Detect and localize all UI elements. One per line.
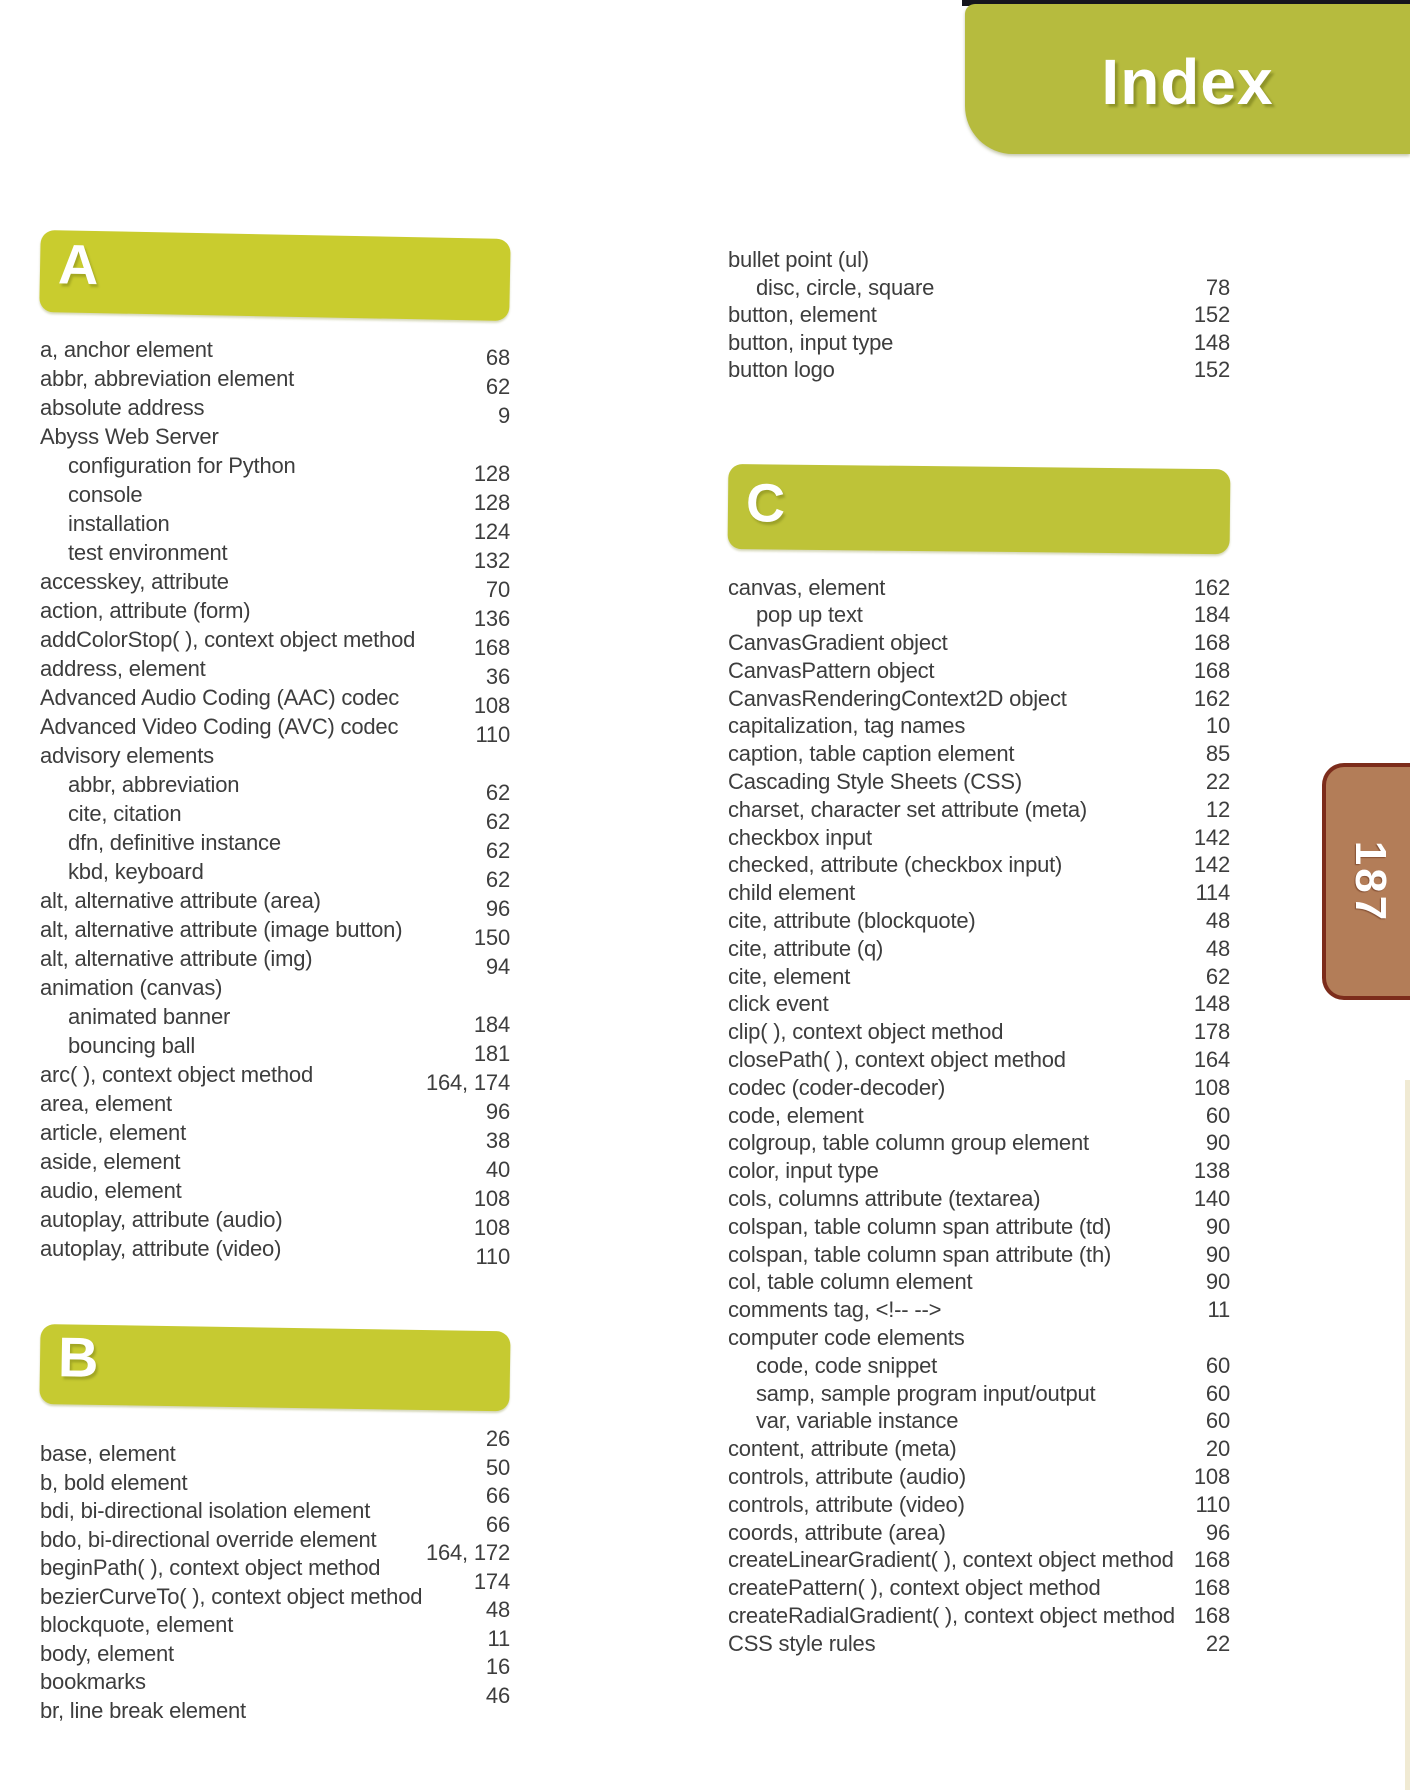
entry-page-numbers: 124 bbox=[473, 519, 510, 544]
index-entry bbox=[728, 603, 1230, 631]
entry-text: alt, alternative attribute (area) bbox=[40, 888, 321, 913]
index-entry bbox=[40, 540, 510, 573]
entry-text: kbd, keyboard bbox=[68, 859, 204, 884]
index-entry bbox=[728, 742, 1230, 770]
index-entry bbox=[40, 1062, 510, 1095]
index-entry bbox=[728, 798, 1230, 826]
index-entry bbox=[40, 1597, 510, 1642]
entry-page-numbers: 62 bbox=[1205, 963, 1230, 989]
index-entry bbox=[728, 1437, 1230, 1465]
index-entry bbox=[728, 1326, 1230, 1354]
index-entry bbox=[40, 453, 510, 486]
entry-page-numbers: 9 bbox=[497, 403, 510, 428]
index-entry bbox=[728, 1465, 1230, 1493]
entry-page-numbers: 90 bbox=[1205, 1269, 1230, 1295]
entry-text: article, element bbox=[40, 1120, 186, 1145]
entry-page-numbers: 50 bbox=[485, 1454, 510, 1480]
entry-list bbox=[728, 248, 1230, 386]
index-entry bbox=[40, 859, 510, 892]
entry-page-numbers: 108 bbox=[473, 1186, 510, 1211]
entry-text: area, element bbox=[40, 1091, 172, 1116]
entry-text: createPattern( ), context object method bbox=[728, 1575, 1101, 1601]
entry-page-numbers: 96 bbox=[485, 1099, 510, 1124]
entry-page-numbers: 184 bbox=[473, 1012, 510, 1037]
entry-page-numbers: 148 bbox=[1193, 329, 1230, 355]
section-letter: B bbox=[57, 1325, 100, 1389]
entry-text: alt, alternative attribute (image button) bbox=[40, 917, 403, 942]
entry-text: checkbox input bbox=[728, 824, 872, 850]
index-entry bbox=[40, 946, 510, 979]
section-banner-C bbox=[728, 464, 1231, 554]
index-entry bbox=[40, 1149, 510, 1182]
entry-page-numbers: 152 bbox=[1193, 357, 1230, 382]
entry-page-numbers: 168 bbox=[1193, 657, 1230, 683]
index-entry bbox=[728, 331, 1230, 359]
entry-text: bouncing ball bbox=[68, 1033, 196, 1058]
entry-text: button logo bbox=[728, 357, 835, 382]
entry-text: bdi, bi-directional isolation element bbox=[40, 1498, 371, 1523]
entry-text: canvas, element bbox=[728, 574, 886, 600]
index-entry bbox=[728, 1382, 1230, 1410]
entry-page-numbers: 62 bbox=[485, 374, 510, 399]
entry-text: arc( ), context object method bbox=[40, 1062, 313, 1087]
entry-text: codec (coder-decoder) bbox=[728, 1074, 946, 1100]
entry-text: colspan, table column span attribute (th) bbox=[728, 1241, 1112, 1267]
page-number: 187 bbox=[1345, 840, 1395, 923]
entry-page-numbers: 22 bbox=[1205, 1630, 1230, 1656]
entry-page-numbers: 90 bbox=[1205, 1213, 1230, 1239]
entry-page-numbers: 164, 172 bbox=[425, 1540, 510, 1565]
index-entry bbox=[728, 1187, 1230, 1215]
entry-text: cite, citation bbox=[68, 801, 182, 826]
index-entry bbox=[40, 685, 510, 718]
entry-page-numbers: 85 bbox=[1205, 741, 1230, 767]
entry-page-numbers: 128 bbox=[473, 490, 510, 515]
index-entry bbox=[728, 1104, 1230, 1132]
entry-page-numbers: 110 bbox=[475, 722, 510, 747]
entry-page-numbers: 108 bbox=[1193, 1074, 1230, 1100]
index-entry bbox=[40, 337, 510, 370]
entry-text: animated banner bbox=[68, 1004, 231, 1029]
entry-text: color, input type bbox=[728, 1158, 879, 1184]
entry-text: installation bbox=[68, 511, 170, 536]
section-C bbox=[728, 464, 1230, 1660]
index-entry bbox=[40, 714, 510, 747]
entry-page-numbers: 162 bbox=[1193, 685, 1230, 711]
index-entry bbox=[728, 1215, 1230, 1243]
index-entry bbox=[40, 1682, 510, 1728]
entry-text: blockquote, element bbox=[40, 1612, 234, 1637]
entry-page-numbers: 128 bbox=[473, 461, 510, 486]
index-entry bbox=[40, 1625, 510, 1671]
entry-page-numbers: 148 bbox=[1193, 991, 1230, 1017]
entry-text: aside, element bbox=[40, 1149, 181, 1174]
entry-text: closePath( ), context object method bbox=[728, 1047, 1066, 1073]
entry-text: pop up text bbox=[756, 602, 863, 628]
entry-text: configuration for Python bbox=[68, 453, 296, 478]
entry-page-numbers: 26 bbox=[485, 1426, 510, 1451]
entry-page-numbers: 90 bbox=[1205, 1241, 1230, 1267]
index-entry bbox=[728, 937, 1230, 965]
index-entry bbox=[40, 1120, 510, 1153]
entry-text: coords, attribute (area) bbox=[728, 1519, 946, 1545]
entry-page-numbers: 152 bbox=[1193, 302, 1230, 327]
index-entry bbox=[40, 569, 510, 602]
entry-page-numbers: 168 bbox=[1193, 630, 1230, 656]
entry-text: disc, circle, square bbox=[756, 274, 935, 300]
entry-text: CanvasGradient object bbox=[728, 630, 948, 656]
index-entry bbox=[728, 1159, 1230, 1187]
entry-page-numbers: 12 bbox=[1205, 796, 1230, 822]
index-entry bbox=[40, 801, 510, 834]
entry-text: base, element bbox=[40, 1441, 176, 1466]
index-entry bbox=[728, 1521, 1230, 1549]
index-entry bbox=[40, 1483, 510, 1528]
entry-text: audio, element bbox=[40, 1178, 182, 1203]
index-entry bbox=[728, 631, 1230, 659]
index-entry bbox=[40, 482, 510, 515]
entry-text: bezierCurveTo( ), context object method bbox=[40, 1583, 423, 1609]
entry-page-numbers: 150 bbox=[473, 925, 510, 950]
index-entry bbox=[40, 1178, 510, 1211]
index-entry bbox=[40, 598, 510, 631]
entry-text: cite, attribute (q) bbox=[728, 935, 884, 961]
index-entry bbox=[728, 1493, 1230, 1521]
entry-text: Cascading Style Sheets (CSS) bbox=[728, 769, 1022, 795]
entry-text: code, code snippet bbox=[756, 1352, 938, 1378]
index-entry bbox=[40, 511, 510, 544]
entry-text: colgroup, table column group element bbox=[728, 1130, 1089, 1156]
entry-page-numbers: 96 bbox=[485, 896, 510, 921]
entry-text: console bbox=[68, 482, 143, 507]
index-entry bbox=[728, 659, 1230, 687]
entry-page-numbers: 60 bbox=[1205, 1352, 1230, 1378]
entry-page-numbers: 136 bbox=[473, 606, 510, 631]
index-entry bbox=[728, 770, 1230, 798]
entry-text: absolute address bbox=[40, 395, 205, 420]
section-A bbox=[40, 230, 510, 1269]
entry-list bbox=[40, 1426, 510, 1727]
entry-text: Advanced Video Coding (AVC) codec bbox=[40, 714, 399, 739]
entry-page-numbers: 164 bbox=[1193, 1047, 1230, 1073]
entry-page-numbers: 62 bbox=[485, 867, 510, 892]
page-number-tab bbox=[1322, 763, 1410, 1000]
entry-page-numbers: 142 bbox=[1193, 852, 1230, 878]
index-entry bbox=[728, 1409, 1230, 1437]
entry-text: Abyss Web Server bbox=[40, 424, 219, 449]
entry-page-numbers: 138 bbox=[1193, 1158, 1230, 1184]
left-column bbox=[40, 230, 510, 1727]
entry-page-numbers: 181 bbox=[473, 1041, 510, 1066]
index-entry bbox=[40, 1033, 510, 1066]
section-banner-A bbox=[39, 230, 510, 321]
entry-text: advisory elements bbox=[40, 743, 214, 768]
entry-text: accesskey, attribute bbox=[40, 569, 229, 594]
entry-text: click event bbox=[728, 991, 829, 1017]
entry-text: bookmarks bbox=[40, 1669, 146, 1694]
index-entry bbox=[40, 1004, 510, 1037]
entry-page-numbers: 11 bbox=[487, 1625, 510, 1651]
entry-page-numbers: 60 bbox=[1205, 1408, 1230, 1434]
entry-text: controls, attribute (audio) bbox=[728, 1464, 966, 1489]
entry-text: b, bold element bbox=[40, 1469, 188, 1495]
entry-page-numbers: 38 bbox=[485, 1128, 510, 1153]
index-entry bbox=[728, 1354, 1230, 1382]
entry-text: bdo, bi-directional override element bbox=[40, 1526, 377, 1552]
index-entry bbox=[728, 248, 1230, 276]
index-entry bbox=[40, 1091, 510, 1124]
index-entry bbox=[728, 1076, 1230, 1104]
section-B bbox=[40, 1324, 510, 1727]
entry-page-numbers: 60 bbox=[1205, 1380, 1230, 1406]
entry-page-numbers: 162 bbox=[1193, 574, 1230, 600]
entry-page-numbers: 68 bbox=[485, 345, 510, 370]
entry-list bbox=[40, 337, 510, 1269]
index-entry bbox=[728, 1048, 1230, 1076]
index-entry bbox=[728, 992, 1230, 1020]
entry-text: CanvasRenderingContext2D object bbox=[728, 685, 1067, 711]
entry-page-numbers: 108 bbox=[473, 693, 510, 718]
entry-text: abbr, abbreviation bbox=[68, 772, 240, 797]
entry-page-numbers: 178 bbox=[1193, 1019, 1230, 1045]
entry-text: col, table column element bbox=[728, 1269, 973, 1295]
entry-page-numbers: 142 bbox=[1193, 824, 1230, 850]
entry-text: caption, table caption element bbox=[728, 741, 1015, 767]
index-entry bbox=[40, 1236, 510, 1269]
entry-page-numbers: 164, 174 bbox=[425, 1070, 510, 1095]
index-entry bbox=[40, 917, 510, 950]
index-entry bbox=[728, 1604, 1230, 1632]
entry-page-numbers: 168 bbox=[473, 635, 510, 660]
entry-page-numbers: 48 bbox=[1205, 935, 1230, 961]
entry-page-numbers: 60 bbox=[1205, 1102, 1230, 1128]
entry-text: body, element bbox=[40, 1640, 174, 1666]
index-entry bbox=[40, 1568, 510, 1614]
right-column bbox=[728, 248, 1230, 1660]
section-letter: A bbox=[57, 232, 100, 297]
entry-text: autoplay, attribute (audio) bbox=[40, 1207, 283, 1232]
index-entry bbox=[728, 576, 1230, 604]
entry-page-numbers: 168 bbox=[1193, 1575, 1230, 1601]
entry-text: bullet point (ul) bbox=[728, 247, 869, 272]
entry-page-numbers: 110 bbox=[1195, 1491, 1230, 1517]
entry-text: cite, element bbox=[728, 963, 851, 989]
entry-text: CSS style rules bbox=[728, 1630, 876, 1656]
entry-text: child element bbox=[728, 880, 856, 906]
entry-page-numbers: 16 bbox=[485, 1654, 510, 1679]
entry-page-numbers: 40 bbox=[485, 1157, 510, 1182]
entry-text: beginPath( ), context object method bbox=[40, 1555, 381, 1580]
entry-page-numbers: 96 bbox=[1205, 1519, 1230, 1545]
entry-page-numbers: 168 bbox=[1193, 1547, 1230, 1573]
index-entry bbox=[40, 395, 510, 428]
index-entry bbox=[40, 976, 510, 1005]
entry-page-numbers: 174 bbox=[473, 1568, 510, 1594]
entry-text: var, variable instance bbox=[756, 1408, 959, 1434]
entry-page-numbers: 184 bbox=[1193, 602, 1230, 628]
entry-text: charset, character set attribute (meta) bbox=[728, 796, 1088, 822]
entry-text: computer code elements bbox=[728, 1325, 965, 1351]
entry-page-numbers: 36 bbox=[485, 664, 510, 689]
entry-page-numbers: 132 bbox=[473, 548, 510, 573]
entry-text: animation (canvas) bbox=[40, 975, 223, 1000]
entry-text: code, element bbox=[728, 1102, 864, 1128]
index-title-banner bbox=[965, 4, 1410, 154]
section-banner-B bbox=[39, 1324, 510, 1411]
entry-page-numbers: 94 bbox=[485, 954, 510, 979]
index-entry bbox=[728, 1576, 1230, 1604]
entry-page-numbers: 66 bbox=[485, 1511, 510, 1537]
entry-text: samp, sample program input/output bbox=[756, 1380, 1096, 1406]
index-entry bbox=[728, 358, 1230, 386]
index-entry bbox=[40, 1540, 510, 1585]
index-entry bbox=[728, 687, 1230, 715]
entry-page-numbers: 62 bbox=[485, 780, 510, 805]
entry-text: Advanced Audio Coding (AAC) codec bbox=[40, 685, 400, 710]
entry-text: button, input type bbox=[728, 329, 894, 355]
entry-text: createRadialGradient( ), context object method bbox=[728, 1602, 1175, 1628]
index-entry bbox=[40, 1207, 510, 1240]
index-entry bbox=[728, 1131, 1230, 1159]
entry-page-numbers: 48 bbox=[1205, 908, 1230, 934]
index-entry bbox=[40, 627, 510, 660]
entry-page-numbers: 78 bbox=[1205, 274, 1230, 300]
index-entry bbox=[40, 830, 510, 863]
index-entry bbox=[728, 1632, 1230, 1660]
entry-page-numbers: 10 bbox=[1205, 713, 1230, 739]
index-entry bbox=[40, 744, 510, 773]
entry-text: comments tag, <!-- --> bbox=[728, 1297, 942, 1323]
entry-page-numbers: 66 bbox=[485, 1483, 510, 1508]
entry-page-numbers: 108 bbox=[473, 1215, 510, 1240]
index-entry bbox=[728, 714, 1230, 742]
index-entry bbox=[40, 425, 510, 454]
entry-text: addColorStop( ), context object method bbox=[40, 627, 416, 652]
entry-text: capitalization, tag names bbox=[728, 713, 966, 739]
page-curl-edge bbox=[1405, 1080, 1410, 1790]
entry-page-numbers: 20 bbox=[1205, 1436, 1230, 1462]
entry-text: cols, columns attribute (textarea) bbox=[728, 1186, 1041, 1212]
entry-page-numbers: 11 bbox=[1207, 1297, 1230, 1323]
entry-text: clip( ), context object method bbox=[728, 1019, 1004, 1045]
entry-page-numbers: 70 bbox=[485, 577, 510, 602]
entry-text: br, line break element bbox=[40, 1697, 246, 1723]
index-entry bbox=[728, 881, 1230, 909]
entry-page-numbers: 62 bbox=[485, 838, 510, 863]
index-entry bbox=[40, 1654, 510, 1699]
entry-text: CanvasPattern object bbox=[728, 657, 935, 683]
entry-page-numbers: 90 bbox=[1205, 1130, 1230, 1156]
index-entry bbox=[728, 853, 1230, 881]
entry-text: address, element bbox=[40, 656, 206, 681]
entry-list bbox=[728, 576, 1230, 1660]
entry-page-numbers: 140 bbox=[1193, 1186, 1230, 1212]
index-entry bbox=[40, 772, 510, 805]
index-entry bbox=[728, 826, 1230, 854]
index-entry bbox=[728, 1270, 1230, 1298]
entry-text: autoplay, attribute (video) bbox=[40, 1236, 282, 1261]
entry-text: button, element bbox=[728, 302, 877, 327]
entry-page-numbers: 62 bbox=[485, 809, 510, 834]
entry-text: content, attribute (meta) bbox=[728, 1436, 957, 1462]
section-continuation bbox=[728, 248, 1230, 386]
entry-page-numbers: 22 bbox=[1205, 769, 1230, 795]
entry-page-numbers: 46 bbox=[485, 1682, 510, 1708]
entry-page-numbers: 168 bbox=[1193, 1602, 1230, 1628]
entry-page-numbers: 114 bbox=[1195, 880, 1230, 906]
entry-text: checked, attribute (checkbox input) bbox=[728, 852, 1063, 878]
entry-page-numbers: 108 bbox=[1193, 1464, 1230, 1489]
section-letter: C bbox=[745, 472, 786, 533]
entry-page-numbers: 48 bbox=[485, 1597, 510, 1622]
entry-text: alt, alternative attribute (img) bbox=[40, 946, 313, 971]
index-entry bbox=[40, 366, 510, 399]
page-title: Index bbox=[1101, 46, 1274, 118]
index-entry bbox=[728, 303, 1230, 331]
index-entry bbox=[40, 888, 510, 921]
index-entry bbox=[728, 909, 1230, 937]
entry-text: createLinearGradient( ), context object method bbox=[728, 1547, 1174, 1573]
entry-text: a, anchor element bbox=[40, 337, 213, 362]
index-entry bbox=[40, 1426, 510, 1471]
index-entry bbox=[728, 1243, 1230, 1271]
entry-page-numbers: 110 bbox=[475, 1244, 510, 1269]
entry-text: action, attribute (form) bbox=[40, 598, 251, 623]
entry-text: colspan, table column span attribute (td) bbox=[728, 1213, 1112, 1239]
index-entry bbox=[728, 276, 1230, 304]
index-entry bbox=[728, 965, 1230, 993]
entry-text: controls, attribute (video) bbox=[728, 1491, 965, 1517]
entry-text: abbr, abbreviation element bbox=[40, 366, 295, 391]
entry-text: cite, attribute (blockquote) bbox=[728, 908, 976, 934]
index-entry bbox=[40, 656, 510, 689]
index-entry bbox=[40, 1454, 510, 1500]
index-entry bbox=[728, 1548, 1230, 1576]
entry-text: dfn, definitive instance bbox=[68, 830, 281, 855]
index-entry bbox=[728, 1020, 1230, 1048]
index-entry bbox=[728, 1298, 1230, 1326]
entry-text: test environment bbox=[68, 540, 228, 565]
